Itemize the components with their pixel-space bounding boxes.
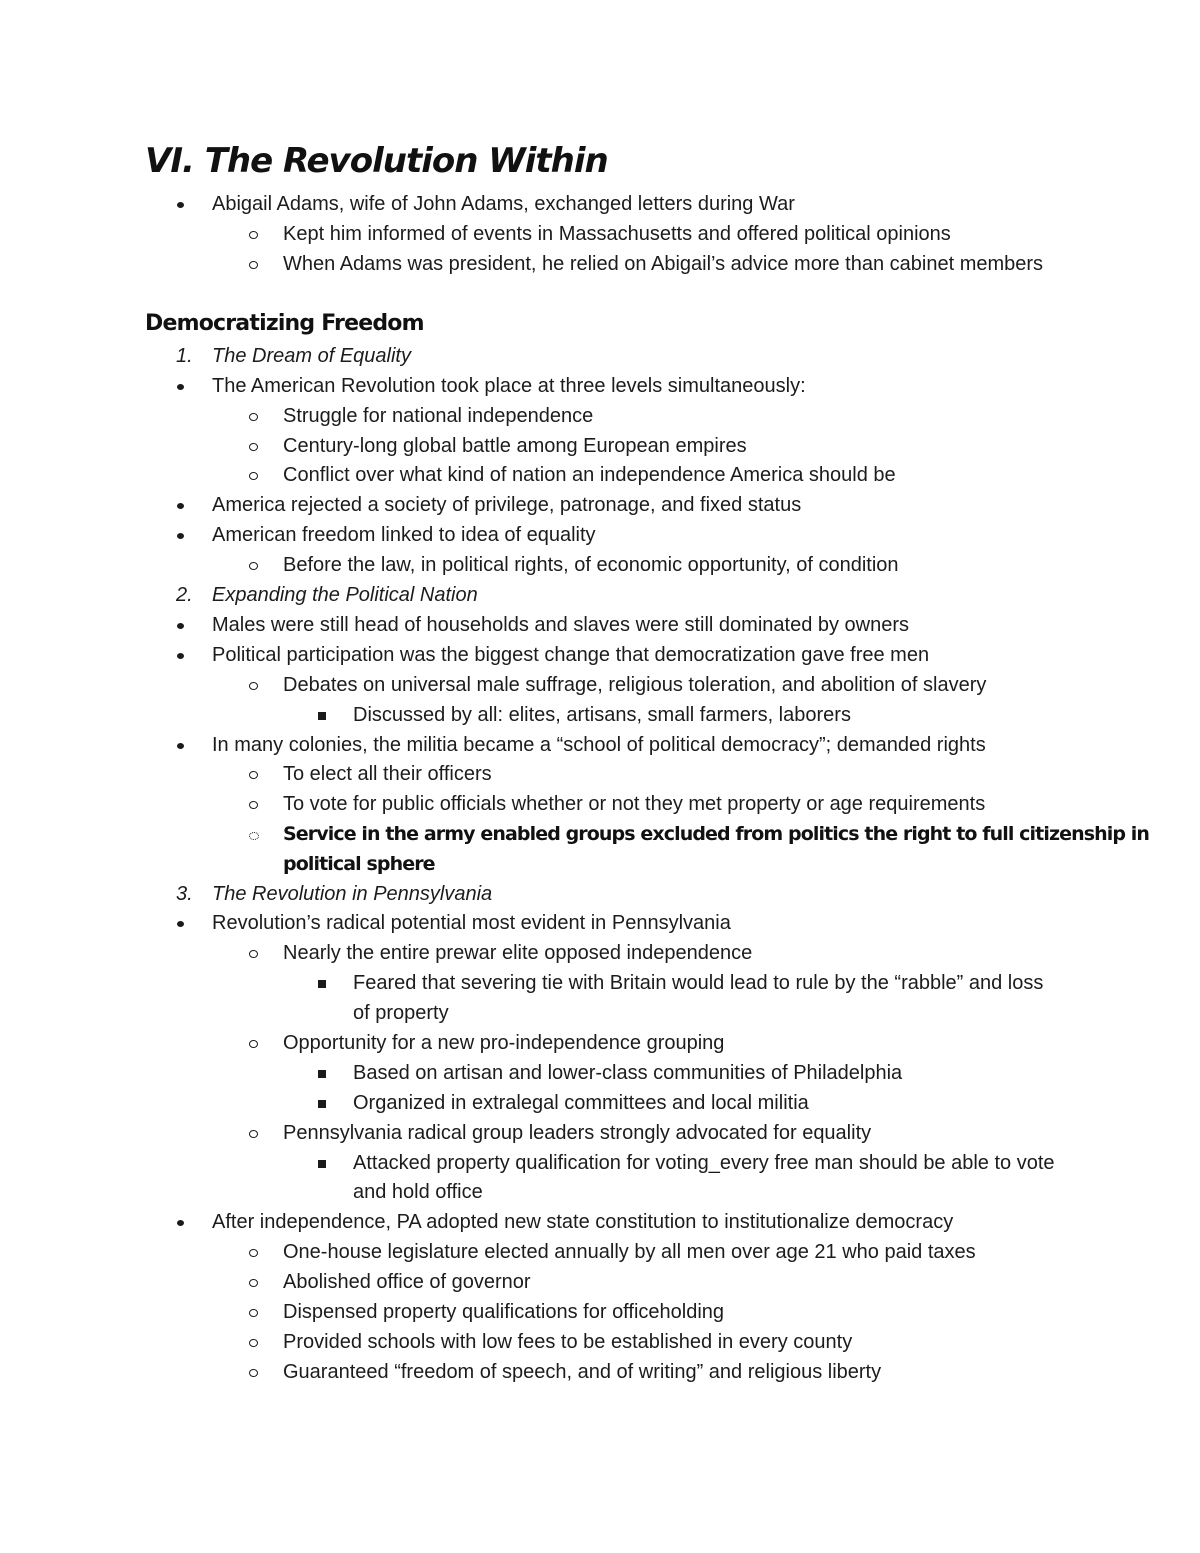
- list-item: Before the law, in political rights, of economic opportunity, of condition: [283, 554, 899, 576]
- list-item: Provided schools with low fees to be established in every county: [283, 1331, 853, 1353]
- list-item: Attacked property qualification for voting_every free man should be able to vote: [353, 1152, 1055, 1174]
- list-item: Political participation was the biggest change that democratization gave free men: [212, 644, 930, 666]
- list-item: America rejected a society of privilege, patronage, and fixed status: [212, 494, 802, 516]
- list-item: Kept him informed of events in Massachusetts and offered political opinions: [283, 223, 951, 245]
- list-item: Nearly the entire prewar elite opposed independence: [283, 942, 753, 964]
- page-title: VI. The Revolution Within: [145, 141, 608, 181]
- numbered-heading: 2. Expanding the Political Nation: [176, 584, 478, 606]
- list-item: When Adams was president, he relied on Abigail’s advice more than cabinet members: [283, 253, 1044, 275]
- list-item: Struggle for national independence: [283, 405, 594, 427]
- list-item-continuation: and hold office: [353, 1181, 483, 1203]
- list-item: Guaranteed “freedom of speech, and of writing” and religious liberty: [283, 1361, 882, 1383]
- list-item: Opportunity for a new pro-independence grouping: [283, 1032, 725, 1054]
- list-item: The American Revolution took place at three levels simultaneously:: [212, 375, 806, 397]
- list-item: American freedom linked to idea of equality: [212, 524, 596, 546]
- list-item: After independence, PA adopted new state constitution to institutionalize democracy: [212, 1211, 954, 1233]
- list-item: To vote for public officials whether or not they met property or age requirements: [283, 793, 986, 815]
- list-item: Organized in extralegal committees and local militia: [353, 1092, 809, 1114]
- list-item: One-house legislature elected annually by all men over age 21 who paid taxes: [283, 1241, 976, 1263]
- list-item: To elect all their officers: [283, 763, 492, 785]
- list-item: Feared that severing tie with Britain would lead to rule by the “rabble” and loss: [353, 972, 1044, 994]
- list-item: Abigail Adams, wife of John Adams, exchanged letters during War: [212, 193, 795, 215]
- list-item: Century-long global battle among European empires: [283, 435, 747, 457]
- list-item-continuation: of property: [353, 1002, 449, 1024]
- numbered-heading: 1. The Dream of Equality: [176, 345, 411, 367]
- list-item: Discussed by all: elites, artisans, small farmers, laborers: [353, 704, 851, 726]
- list-item: Males were still head of households and slaves were still dominated by owners: [212, 614, 910, 636]
- list-item: Based on artisan and lower-class communities of Philadelphia: [353, 1062, 903, 1084]
- list-item: Conflict over what kind of nation an independence America should be: [283, 464, 896, 486]
- list-item: Dispensed property qualifications for officeholding: [283, 1301, 725, 1323]
- list-item: Pennsylvania radical group leaders strongly advocated for equality: [283, 1122, 872, 1144]
- list-item: Revolution’s radical potential most evident in Pennsylvania: [212, 912, 731, 934]
- numbered-heading: 3. The Revolution in Pennsylvania: [176, 883, 493, 905]
- list-item: Debates on universal male suffrage, religious toleration, and abolition of slavery: [283, 674, 987, 696]
- section-title: Democratizing Freedom: [145, 311, 424, 336]
- list-item: In many colonies, the militia became a “school of political democracy”; demanded rights: [212, 734, 986, 756]
- list-item-continuation: political sphere: [283, 853, 435, 875]
- list-item: Abolished office of governor: [283, 1271, 531, 1293]
- list-item: Service in the army enabled groups excluded from politics the right to full citizenship in: [283, 823, 1150, 845]
